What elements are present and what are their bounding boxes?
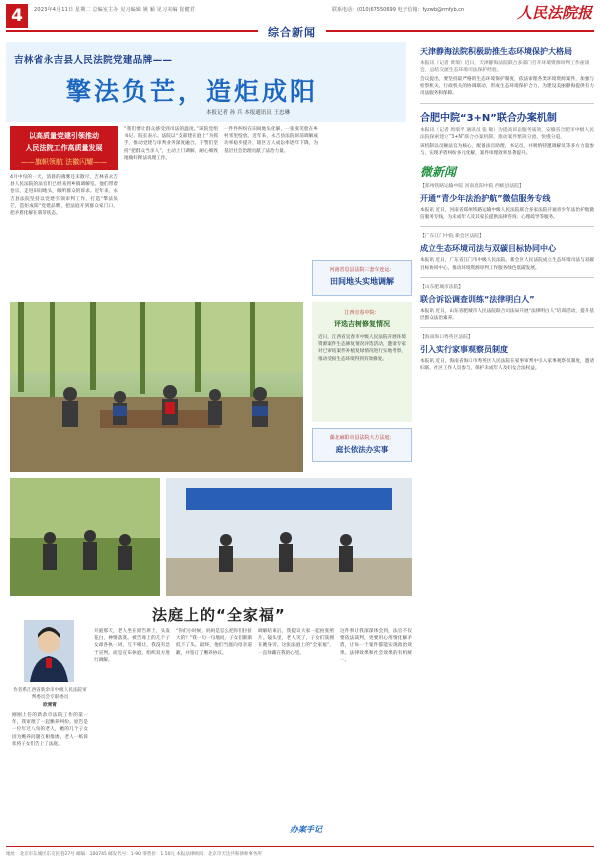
- feature-box-title: 田间地头实地调解: [330, 277, 394, 286]
- right-text-4: 本报讯 近日，广东省江门市中级人民法院、新会区人民法院成立生态环境司法与双碳目标协同中心，推动环境资源审判工作服务绿色低碳发展。: [420, 258, 594, 271]
- feature-box-kicker: 河南省息县法院三套车连运：: [329, 267, 395, 273]
- slogan-line-3: ——旗帜领航 法徽闪耀——: [20, 158, 108, 166]
- photo-lower-left: [10, 478, 160, 596]
- right-text-6: 本报讯 近日，海南省海口市秀英区人民法院在家事审判中引入家事观察员制度，邀请妇联、社区工作人员参与，保护未成年人及妇女合法权益。: [420, 359, 594, 372]
- photo-lower-right-graphic: [166, 478, 412, 596]
- feature-column-5: 这件事让我深深体会到，法官不仅要依法裁判，更要用心用情化解矛盾，让每一个案件都能实现政治效果、法律效果和社会效果的有机统一。: [340, 629, 412, 663]
- weixin-news-label: 微新闻: [420, 165, 457, 180]
- portrait-caption-text: 作者系江西省新余市中级人民法院审判委员会专职委员: [13, 688, 87, 700]
- right-sub-6: 【海南海口秀英区法院】: [420, 335, 473, 341]
- right-divider: [420, 277, 594, 278]
- right-headline-4: 成立生态环境司法与双碳目标协同中心: [420, 244, 556, 254]
- mid-caption-box: [312, 428, 412, 462]
- lead-title: 擎法负芒，造炬成阳: [66, 77, 319, 106]
- lead-column-1: 4月中旬的一天，清晨的薄雾还未散尽，吉林省永吉县人民法院的法官们已经来到乡镇调解室。他们带着卷宗，走进田间地头，倾听群众的诉求。近年来，永吉县法院坚持以党建引领审判工作，打造“擎法负芒，造炬成阳”党建品牌，把法庭开到群众家门口，把矛盾化解在萌芽状态。: [10, 175, 118, 217]
- mid-caption-kicker: 湖北麻阳市县法院大方法庭：: [329, 435, 395, 441]
- side-box-title: 评选吉树修复情况: [334, 320, 390, 328]
- lead-byline: 本报记者 孙 兵 本报通讯员 王忠琳: [206, 110, 290, 116]
- feature-column-2: 开庭那天，老人坐在原告席上，头发花白，神情落寞。被告席上的几个子女却各执一词，互不相让。我没有急于宣判，而是宣布休庭，组织双方进行调解。: [94, 629, 170, 663]
- right-headline-1: 天津静海法院积极助推生态环境保护大格局: [420, 47, 572, 56]
- right-headline-5: 联合诉讼调查训练“法律明白人”: [420, 294, 535, 304]
- feature-column-4: 调解结束后，我提议大家一起拍张照片。镜头里，老人笑了，子女们簇拥在她身旁。这张法庭上的“全家福”，一直珍藏在我的心里。: [258, 629, 334, 656]
- mid-caption-title: 庭长依法办实事: [335, 445, 389, 454]
- lead-kicker: 吉林省永吉县人民法院党建品牌——: [14, 55, 173, 66]
- right-text-3: 本报讯 近日，河南省郑州铁路运输中级人民法院联合多家法院开通青少年法治护航微信服务专线，为未成年人及其家长提供法律咨询、心理疏导等服务。: [420, 208, 594, 221]
- page-footer: 地址：北京市东城区东交民巷27号 邮编：100745 邮发代号：1-90 零售价：1.50元 本报法律顾问：北京市天达共和律师事务所: [6, 846, 594, 857]
- lead-column-2: “我们要让群众感受到司法的温度。”该院党组书记、院长表示。法院以“支部建在庭上”为抓手，推动党建与审判业务深度融合。干警们坚持“把群众当亲人”，主动上门调解，耐心细致地做好释法说理工作。: [124, 127, 218, 161]
- right-divider: [420, 226, 594, 227]
- author-name: 欧霄霄: [43, 703, 57, 708]
- right-divider: [420, 327, 594, 328]
- slogan-line-1: 以高质量党建引领推动: [29, 132, 99, 140]
- page-number: 4: [6, 4, 28, 28]
- lead-headline-block: [6, 42, 406, 122]
- section-tag: 综合新闻: [258, 24, 326, 40]
- right-text-2: 该机制以员额法官为核心，配备法官助理、书记员，并吸纳特邀调解员等多方力量参与，实现矛盾纠纷多元化解，案件审理效率显著提升。: [420, 143, 594, 156]
- right-sub-3: 【郑州铁路运输中院 河南息阳中院 西峡县法院】: [420, 184, 524, 190]
- feature-column-1: 刚刚上任的新余市法院工作的第一年，我审理了一起赡养纠纷。原告是一位年过八旬的老人，她的几个子女因为赡养问题互相推诿，老人一纸诉状将子女们告上了法庭。: [12, 713, 88, 747]
- right-text-1: 会议提出，要坚持最严格的生态环境保护制度，依法审理各类环境资源案件，加强与检察机关、行政机关的协调联动，形成生态环境保护合力，为建设美丽静海提供有力司法服务和保障。: [420, 77, 594, 97]
- author-portrait-graphic: [24, 620, 74, 682]
- page-header: [0, 0, 600, 40]
- right-sub-5: 【山东肥城市法院】: [420, 284, 464, 290]
- right-sub-2: 本报讯（记者 周瑞平 通讯员 张 敏）为提高诉讼服务质效，安徽省合肥市中级人民法院探索建立“3+N”联合办案机制，推动案件繁简分流、快慢分道。: [420, 127, 594, 140]
- author-portrait: [24, 620, 74, 682]
- side-box-kicker: 江西宜春中院：: [344, 310, 380, 316]
- slogan-line-2: 人民法院工作高质量发展: [25, 144, 103, 152]
- right-headline-6: 引入实行家事观察员制度: [420, 345, 508, 355]
- header-meta: 2023年4月11日 星期二 总编室主办 见习编辑 姚 颖 见习美编 崔健君: [34, 7, 195, 13]
- column-label: 办案手记: [290, 825, 322, 834]
- portrait-caption: [12, 688, 88, 710]
- right-headline-2: 合肥中院“3+N”联合办案机制: [420, 112, 557, 124]
- side-box-text: 近日，江西省宜春市中级人民法院开展环境资源案件生态修复情况评选活动，邀请专家对已审结案件补植复绿情况进行实地考察，推动受损生态环境得到有效修复。: [318, 335, 406, 362]
- photo-lower-right: [166, 478, 412, 596]
- lead-photo-graphic: [10, 302, 303, 472]
- photo-lower-left-graphic: [10, 478, 160, 596]
- right-divider: [420, 103, 594, 104]
- lead-photo: [10, 302, 303, 472]
- feature-title: 法庭上的“全家福”: [152, 606, 286, 624]
- right-sub-4: 【广东江门中院 新会区法院】: [420, 234, 484, 240]
- right-sub-1: 本报讯（记者 黄瑞）近日，天津静海法院联合多部门召开环境资源审判工作座谈会，总结交流生态环境司法保护经验。: [420, 61, 590, 73]
- side-box: [312, 302, 412, 422]
- masthead-logo: 人民法院报: [516, 4, 592, 22]
- header-contact: 联系电话：(010)67550699 电子信箱：fyzwb@rmfyb.cn: [332, 7, 465, 13]
- right-text-5: 本报讯 近日，山东省肥城市人民法院联合司法局开展“法律明白人”培训活动，提升基层群众法治素养。: [420, 308, 594, 322]
- slogan-box: [10, 126, 118, 170]
- right-headline-3: 开通“青少年法治护航”微信服务专线: [420, 194, 551, 204]
- feature-column-3: “你们小时候，妈妈是怎么把你们拉扯大的？”我一句一句地问，子女们渐渐低下了头。最终，他们当庭向母亲道歉，并签订了赡养协议。: [176, 629, 252, 656]
- feature-box: [312, 260, 412, 296]
- lead-column-3: 一件件纠纷在田间地头化解，一张张笑脸在乡村邻里绽放。近年来，永吉县法院诉前调解成功率稳步提升，辖区万人成讼率逐年下降，为基层社会治理贡献了法治力量。: [224, 127, 318, 154]
- right-column: [420, 42, 594, 802]
